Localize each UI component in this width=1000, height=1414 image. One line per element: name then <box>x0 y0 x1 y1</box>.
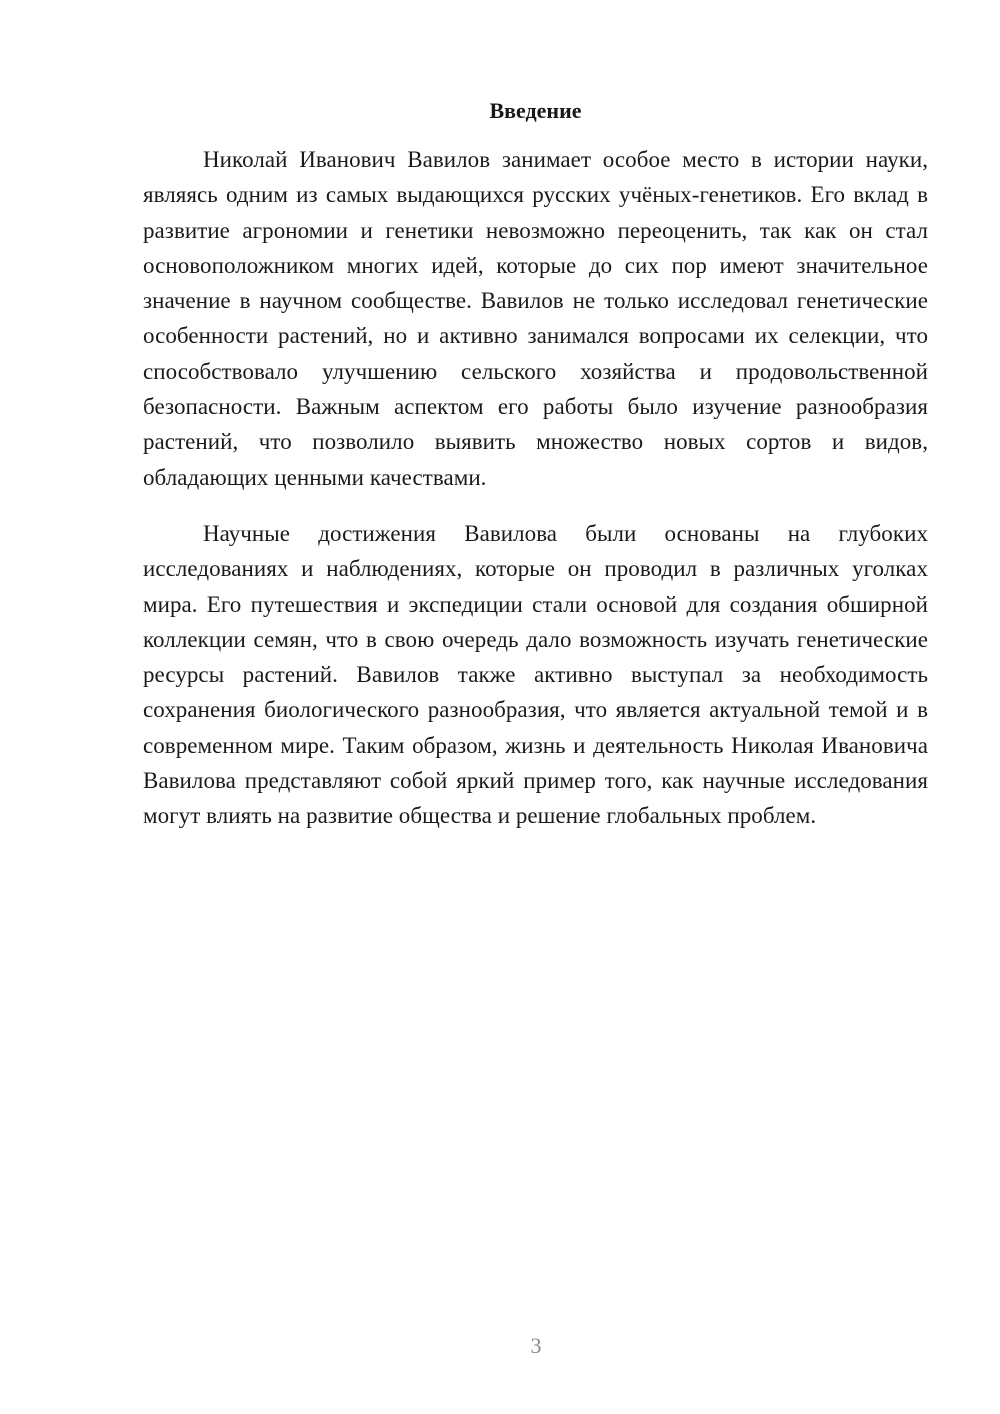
paragraph-1: Николай Иванович Вавилов занимает особое место в истории науки, являясь одним из самых выдающихся русских учёных-генетиков. Его вклад в развитие агрономии и генетики невозможно переоценить, так как он стал основоположником многих идей, которые до сих пор имеют значительное значение в научном сообществе. Вавилов не только исследовал генетические особенности растений, но и активно занимался вопросами их селекции, что способствовало улучшению сельского хозяйства и продовольственной безопасности. Важным аспектом его работы было изучение разнообразия растений, что позволило выявить множество новых сортов и видов, обладающих ценными качествами. <box>143 147 928 490</box>
body-text <box>143 142 928 834</box>
section-heading: Введение <box>489 98 582 123</box>
page-number: 3 <box>530 1333 542 1358</box>
paragraph-2: Научные достижения Вавилова были основаны на глубоких исследованиях и наблюдениях, которые он проводил в различных уголках мира. Его путешествия и экспедиции стали основой для создания обширной коллекции семян, что в свою очередь дало возможность изучать генетические ресурсы растений. Вавилов также активно выступал за необходимость сохранения биологического разнообразия, что является актуальной темой и в современном мире. Таким образом, жизнь и деятельность Николая Ивановича Вавилова представляют собой яркий пример того, как научные исследования могут влиять на развитие общества и решение глобальных проблем. <box>143 520 928 829</box>
